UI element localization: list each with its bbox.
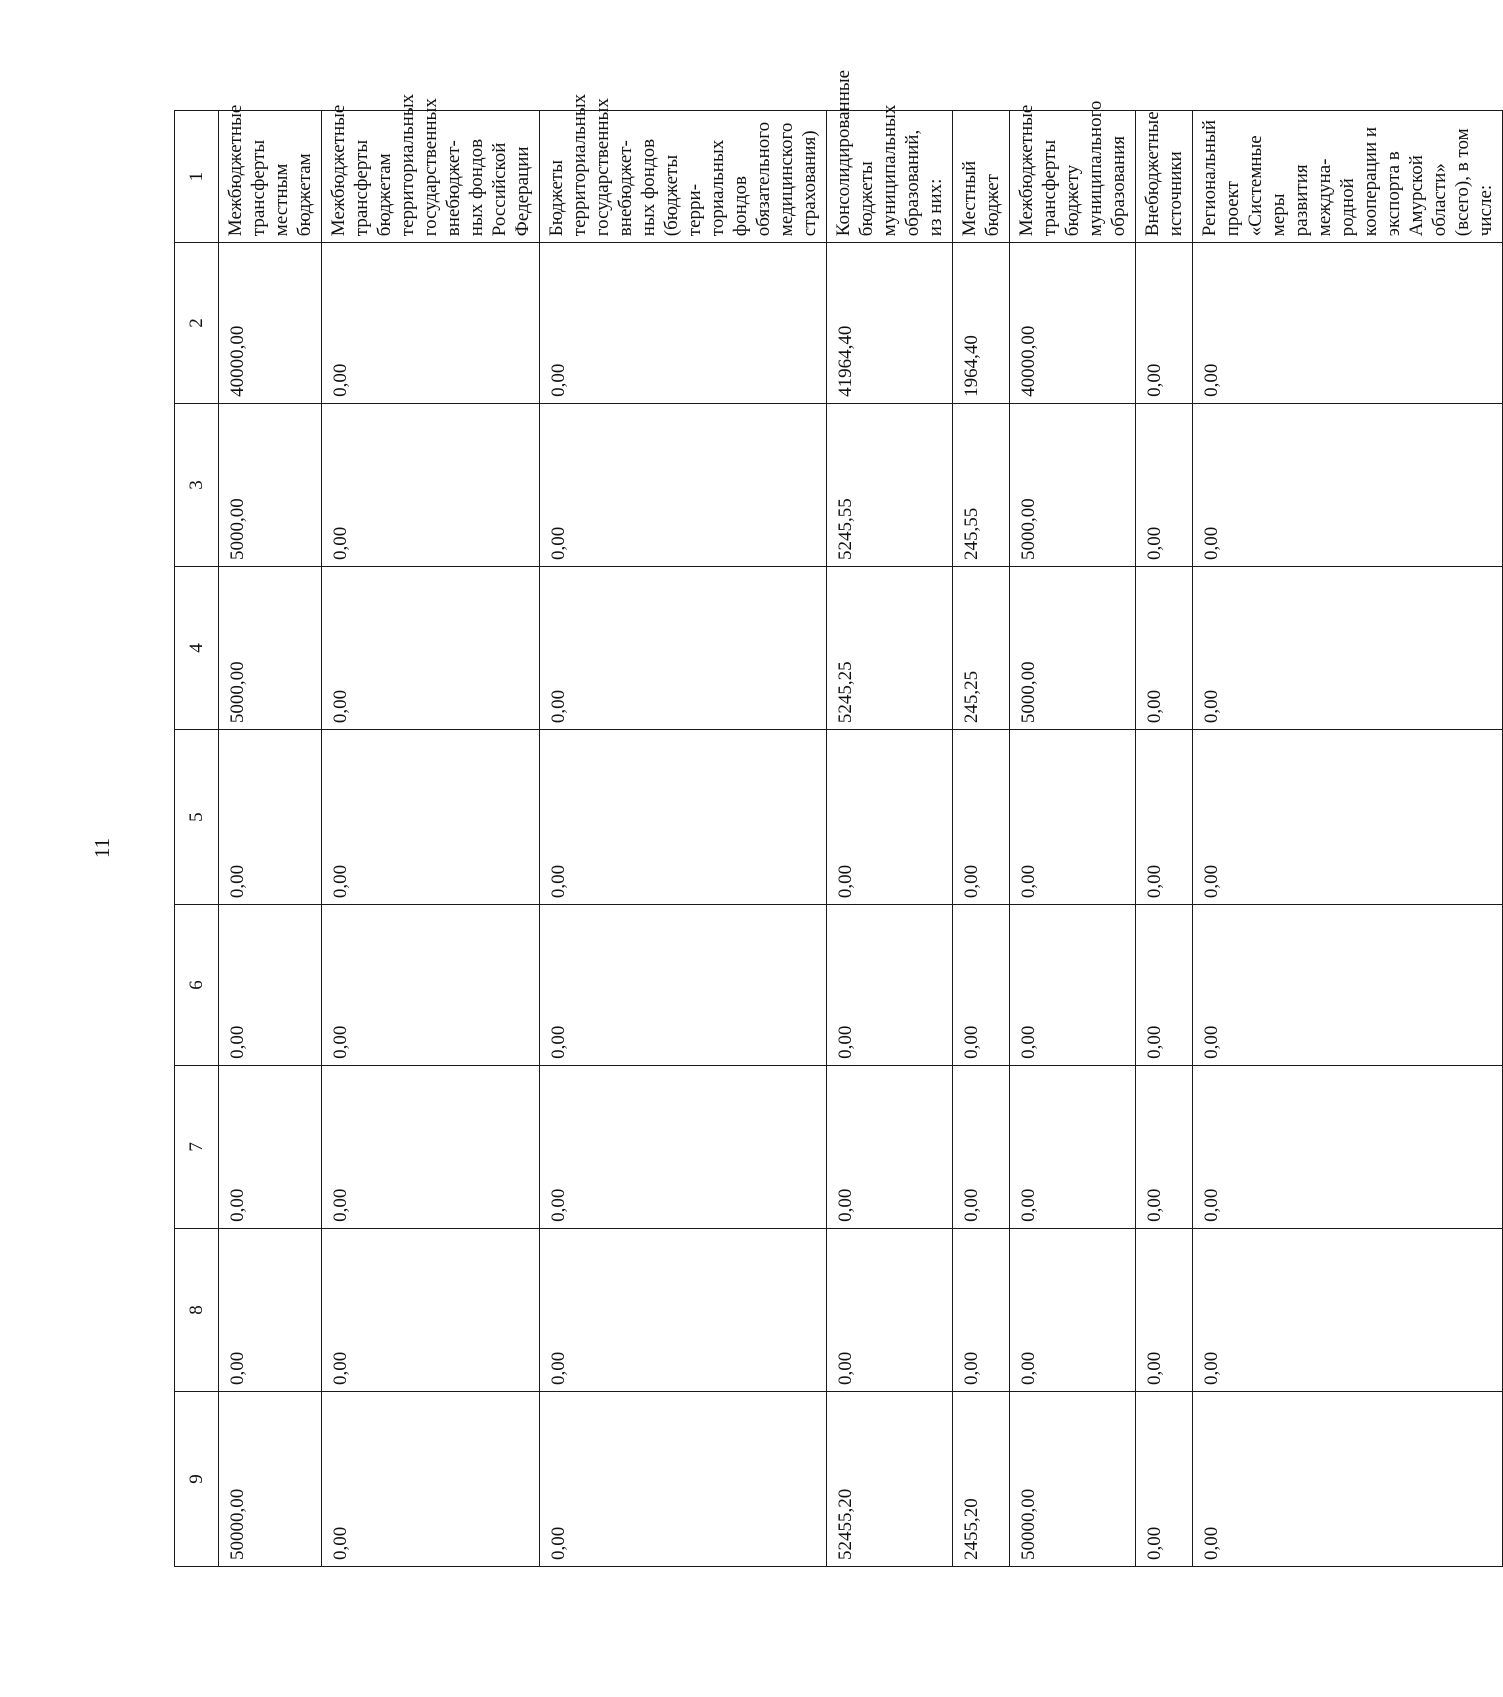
table-cell: 0,00 xyxy=(540,1392,827,1567)
table-cell: 0,00 xyxy=(1136,1228,1193,1391)
table-cell: 245,55 xyxy=(953,403,1010,566)
table-cell: 0,00 xyxy=(1193,1228,1503,1391)
table-cell: 0,00 xyxy=(219,1065,322,1228)
table-cell: 0,00 xyxy=(540,243,827,404)
table-cell: 1964,40 xyxy=(953,243,1010,404)
page-number: 11 xyxy=(90,837,114,859)
table-row xyxy=(1010,111,1136,1567)
table-cell: 0,00 xyxy=(953,905,1010,1066)
table-header-row xyxy=(175,111,219,1567)
table-cell: 5000,00 xyxy=(1010,403,1136,566)
table-cell: 0,00 xyxy=(322,1065,540,1228)
table-cell: 0,00 xyxy=(827,905,953,1066)
table-row xyxy=(953,111,1010,1567)
table-cell: 0,00 xyxy=(322,1228,540,1391)
table-cell: 0,00 xyxy=(322,730,540,905)
table-cell: 5245,55 xyxy=(827,403,953,566)
table-cell: 0,00 xyxy=(1010,1228,1136,1391)
table-cell: 5245,25 xyxy=(827,567,953,730)
table-cell: 0,00 xyxy=(540,730,827,905)
table-cell: 5000,00 xyxy=(219,403,322,566)
table-row xyxy=(322,111,540,1567)
table-cell: 0,00 xyxy=(322,905,540,1066)
table-cell: 0,00 xyxy=(1136,243,1193,404)
table-cell: 0,00 xyxy=(540,905,827,1066)
row-label: Межбюджетные трансферты бюджетам территориальных государственных внебюджетных фондов Российской Федерации xyxy=(322,111,540,243)
table-cell: 0,00 xyxy=(1010,1065,1136,1228)
table-cell: 0,00 xyxy=(1193,403,1503,566)
table-cell: 0,00 xyxy=(1136,567,1193,730)
row-label: Местный бюджет xyxy=(953,111,1010,243)
row-label: Межбюджетные трансферты местным бюджетам xyxy=(219,111,322,243)
table-cell: 0,00 xyxy=(827,1065,953,1228)
table-cell: 0,00 xyxy=(219,905,322,1066)
table-cell: 0,00 xyxy=(540,403,827,566)
table-cell: 0,00 xyxy=(953,730,1010,905)
table-cell: 0,00 xyxy=(827,730,953,905)
table-cell: 0,00 xyxy=(953,1228,1010,1391)
row-label: Внебюджетные источники xyxy=(1136,111,1193,243)
table-cell: 0,00 xyxy=(1193,1392,1503,1567)
table-cell: 0,00 xyxy=(1136,403,1193,566)
table-cell: 0,00 xyxy=(1193,567,1503,730)
table-cell: 0,00 xyxy=(219,1228,322,1391)
budget-table-container xyxy=(174,69,1496,1567)
table-cell: 0,00 xyxy=(322,1392,540,1567)
column-header: 3 xyxy=(175,403,219,566)
table-row xyxy=(1136,111,1193,1567)
table-cell: 0,00 xyxy=(1010,730,1136,905)
column-header: 4 xyxy=(175,567,219,730)
table-cell: 0,00 xyxy=(540,567,827,730)
table-cell: 5000,00 xyxy=(219,567,322,730)
table-cell: 0,00 xyxy=(827,1228,953,1391)
table-cell: 0,00 xyxy=(1193,1065,1503,1228)
table-row xyxy=(219,111,322,1567)
table-cell: 0,00 xyxy=(219,730,322,905)
table-row xyxy=(827,111,953,1567)
column-header: 2 xyxy=(175,243,219,404)
table-cell: 0,00 xyxy=(1136,1065,1193,1228)
table-cell: 0,00 xyxy=(953,1065,1010,1228)
table-row xyxy=(1193,111,1503,1567)
table-cell: 0,00 xyxy=(1136,730,1193,905)
table-cell: 40000,00 xyxy=(219,243,322,404)
table-cell: 0,00 xyxy=(1193,730,1503,905)
table-cell: 0,00 xyxy=(322,243,540,404)
table-cell: 0,00 xyxy=(322,403,540,566)
table-cell: 50000,00 xyxy=(219,1392,322,1567)
table-cell: 0,00 xyxy=(1136,1392,1193,1567)
column-header: 6 xyxy=(175,905,219,1066)
budget-table xyxy=(174,69,1503,1567)
row-label: Региональный проект «Системные меры развития международной кооперации и экспорта в Амурской области» (всего), в том числе: xyxy=(1193,111,1503,243)
table-cell: 0,00 xyxy=(1193,905,1503,1066)
table-row xyxy=(540,111,827,1567)
column-header: 9 xyxy=(175,1392,219,1567)
table-cell: 52455,20 xyxy=(827,1392,953,1567)
table-cell: 0,00 xyxy=(1193,243,1503,404)
table-cell: 0,00 xyxy=(1010,905,1136,1066)
table-cell: 5000,00 xyxy=(1010,567,1136,730)
column-header: 5 xyxy=(175,730,219,905)
table-cell: 245,25 xyxy=(953,567,1010,730)
table-cell: 40000,00 xyxy=(1010,243,1136,404)
table-cell: 0,00 xyxy=(1136,905,1193,1066)
table-cell: 0,00 xyxy=(540,1228,827,1391)
table-cell: 0,00 xyxy=(540,1065,827,1228)
table-cell: 50000,00 xyxy=(1010,1392,1136,1567)
column-header: 1 xyxy=(175,111,219,243)
table-cell: 0,00 xyxy=(322,567,540,730)
column-header: 8 xyxy=(175,1228,219,1391)
column-header: 7 xyxy=(175,1065,219,1228)
table-cell: 2455,20 xyxy=(953,1392,1010,1567)
row-label: Межбюджетные трансферты бюджету муниципального образования xyxy=(1010,111,1136,243)
table-cell: 41964,40 xyxy=(827,243,953,404)
row-label: Консолидированные бюджеты муниципальных образований, из них: xyxy=(827,111,953,243)
row-label: Бюджеты территориальных государственных внебюджетных фондов (бюджеты территориальных фондов обязательного медицинского страхования) xyxy=(540,111,827,243)
